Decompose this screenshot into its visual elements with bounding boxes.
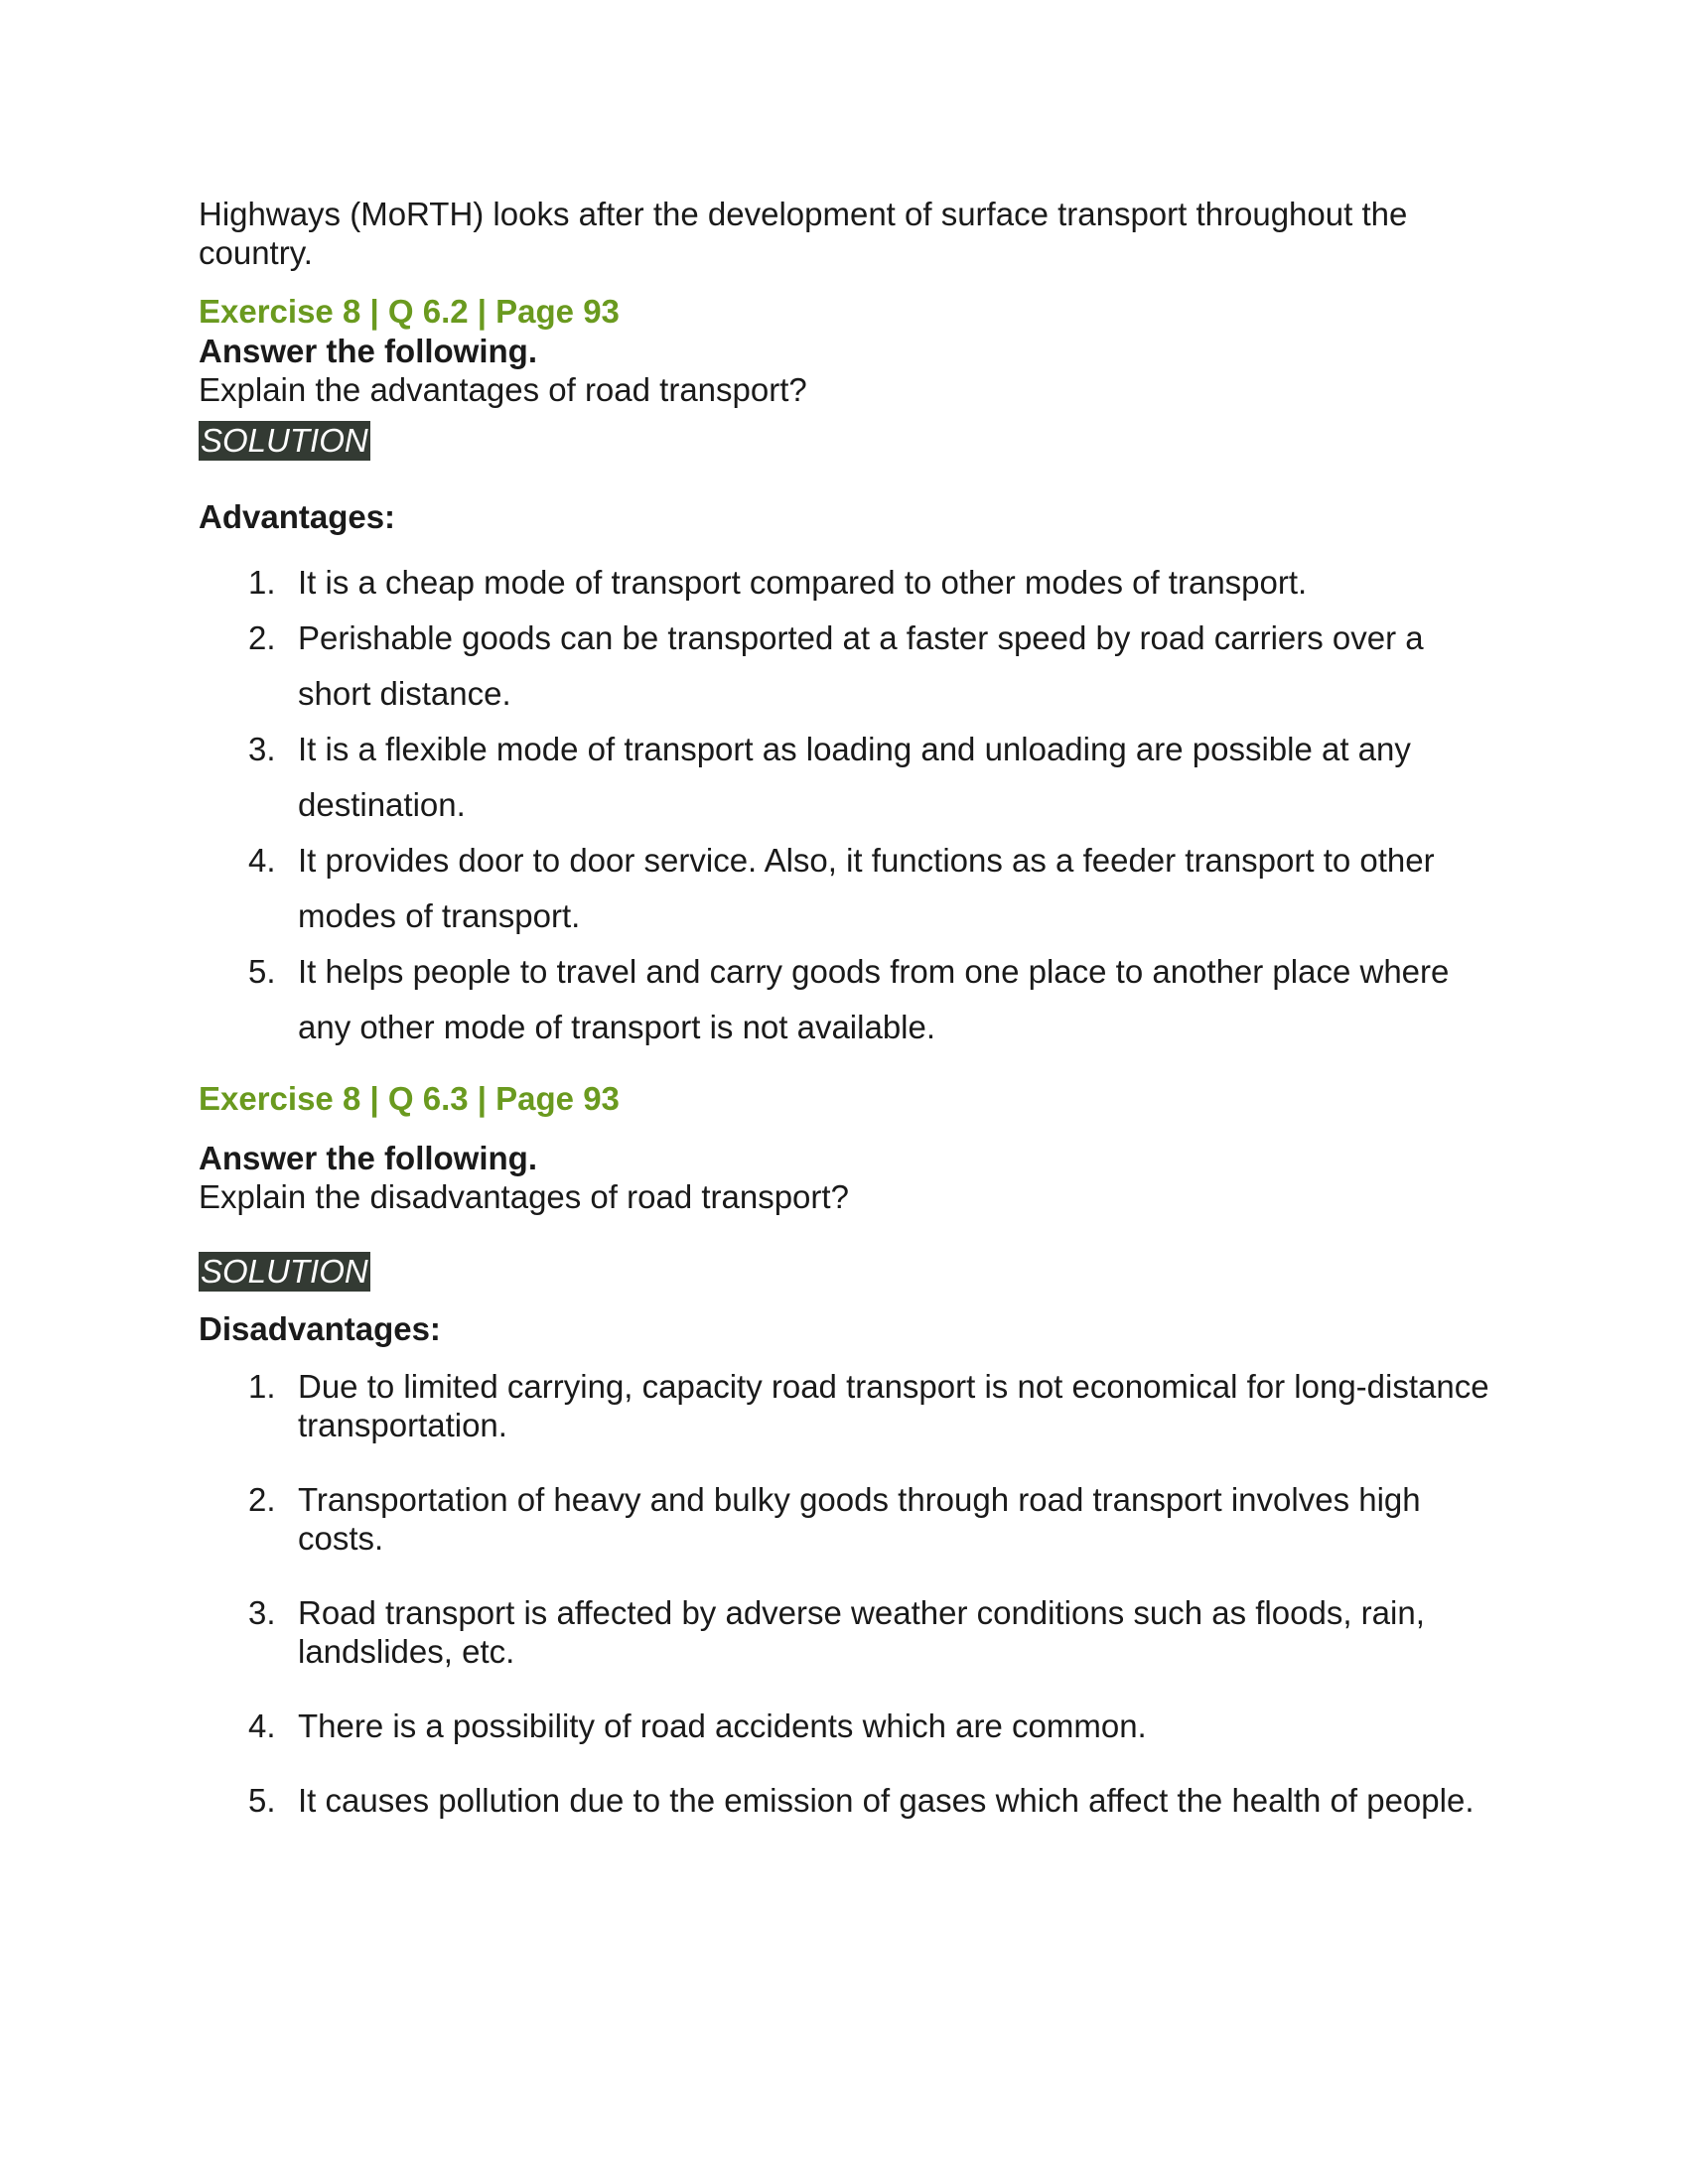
- list-item: 1. Due to limited carrying, capacity road transport is not economical for long-distance transportation.: [248, 1368, 1489, 1443]
- instruction-q6-2: Answer the following.: [199, 333, 538, 369]
- question-q6-3: Explain the disadvantages of road transport?: [199, 1178, 849, 1215]
- list-item: 1. It is a cheap mode of transport compared to other modes of transport.: [248, 564, 1308, 601]
- exercise-heading-q6-2[interactable]: Exercise 8 | Q 6.2 | Page 93: [199, 293, 620, 330]
- solution-badge-q6-3: SOLUTION: [201, 1253, 368, 1290]
- list-item: 3. Road transport is affected by adverse weather conditions such as floods, rain, landslides, etc.: [248, 1594, 1425, 1670]
- disadvantages-list: [199, 1367, 1489, 1820]
- instruction-q6-3: Answer the following.: [199, 1140, 538, 1176]
- list-item: 5. It helps people to travel and carry goods from one place to another place where any other mode of transport is not available.: [248, 953, 1450, 1045]
- list-item: 5. It causes pollution due to the emission of gases which affect the health of people.: [248, 1782, 1475, 1819]
- document-page: [199, 195, 1489, 1820]
- advantages-list: [199, 555, 1489, 1055]
- list-item: 3. It is a flexible mode of transport as loading and unloading are possible at any destination.: [248, 731, 1411, 823]
- solution-badge-q6-2: SOLUTION: [201, 422, 368, 459]
- question-q6-2: Explain the advantages of road transport?: [199, 371, 807, 408]
- intro-paragraph: Highways (MoRTH) looks after the development of surface transport throughout the country.: [199, 196, 1408, 271]
- disadvantages-label: Disadvantages:: [199, 1310, 441, 1347]
- list-item: 2. Perishable goods can be transported at a faster speed by road carriers over a short distance.: [248, 619, 1424, 712]
- list-item: 2. Transportation of heavy and bulky goods through road transport involves high costs.: [248, 1481, 1421, 1557]
- list-item: 4. It provides door to door service. Also, it functions as a feeder transport to other modes of transport.: [248, 842, 1435, 934]
- list-item: 4. There is a possibility of road accidents which are common.: [248, 1707, 1147, 1744]
- advantages-label: Advantages:: [199, 498, 396, 535]
- exercise-heading-q6-3[interactable]: Exercise 8 | Q 6.3 | Page 93: [199, 1080, 620, 1117]
